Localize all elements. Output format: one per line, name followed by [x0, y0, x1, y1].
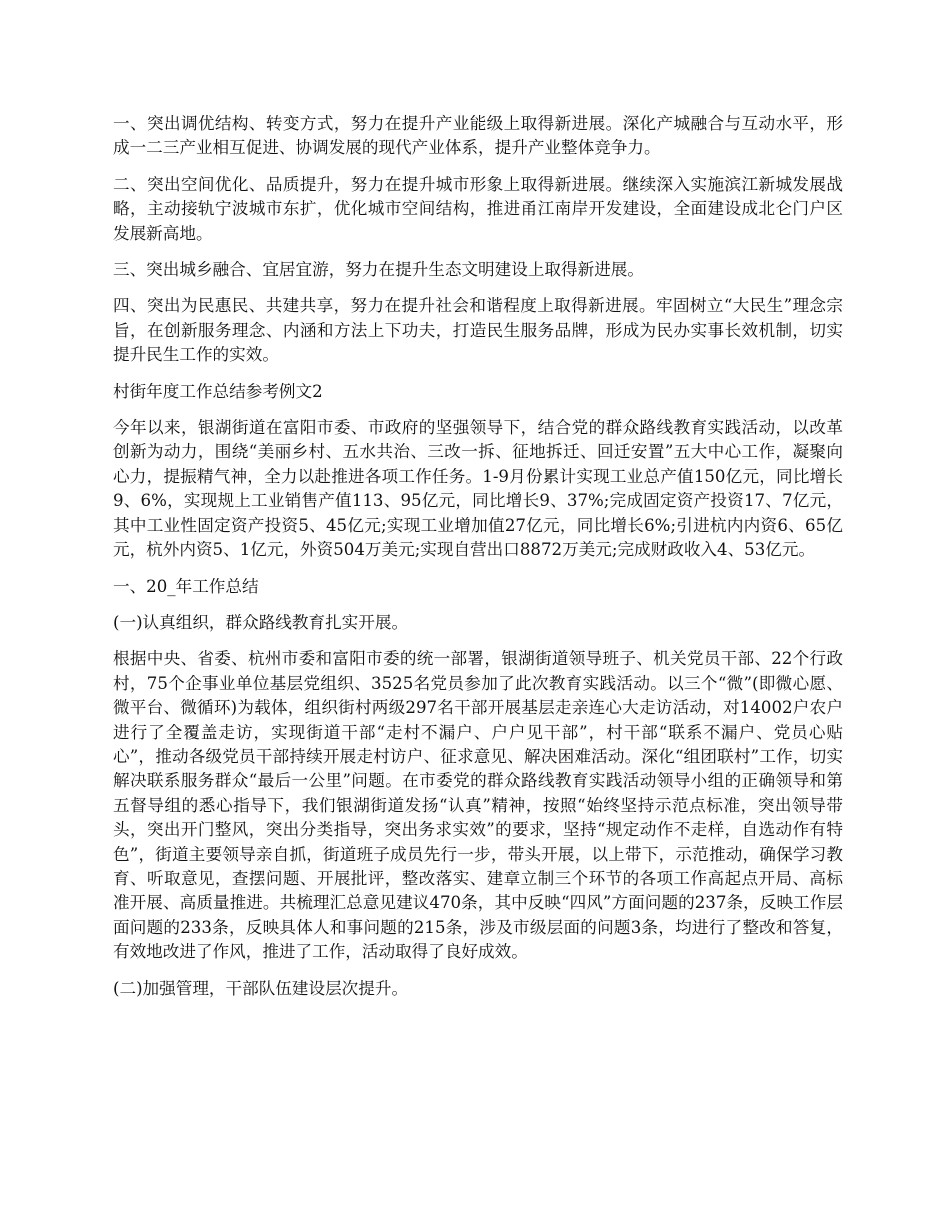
paragraph-goal-ecology: 三、突出城乡融合、宜居宜游，努力在提升生态文明建设上取得新进展。 — [113, 260, 644, 280]
document-body — [113, 112, 843, 1013]
heading-work-summary: 一、20_年工作总结 — [113, 576, 259, 596]
paragraph-goal-livelihood: 四、突出为民惠民、共建共享，努力在提升社会和谐程度上取得新进展。牢固树立“大民生”理念宗旨，在创新服务理念、内涵和方法上下功夫，打造民生服务品牌，形成为民办实事长效机制，切实提升民生工作的实效。 — [113, 296, 843, 365]
paragraph-goal-urban: 二、突出空间优化、品质提升，努力在提升城市形象上取得新进展。继续深入实施滨江新城发展战略，主动接轨宁波城市东扩，优化城市空间结构，推进甬江南岸开发建设，全面建设成北仑门户区发展新高地。 — [113, 174, 843, 243]
section-title: 村街年度工作总结参考例文2 — [113, 381, 323, 401]
subheading-management: (二)加强管理，干部队伍建设层次提升。 — [113, 978, 409, 998]
paragraph-overview: 今年以来，银湖街道在富阳市委、市政府的坚强领导下，结合党的群众路线教育实践活动，以改革创新为动力，围绕“美丽乡村、五水共治、三改一拆、征地拆迁、回迁安置”五大中心工作，凝聚向心力，提振精气神，全力以赴推进各项工作任务。1-9月份累计实现工业总产值150亿元，同比增长9、6%，实现规上工业销售产值113、95亿元，同比增长9、37%;完成固定资产投资17、7亿元，其中工业性固定资产投资5、45亿元;实现工业增加值27亿元，同比增长6%;引进杭内内资6、65亿元，杭外内资5、1亿元，外资504万美元;实现自营出口8872万美元;完成财政收入4、53亿元。 — [113, 418, 843, 560]
paragraph-goal-industry: 一、突出调优结构、转变方式，努力在提升产业能级上取得新进展。深化产城融合与互动水平，形成一二三产业相互促进、协调发展的现代产业体系，提升产业整体竞争力。 — [113, 114, 843, 158]
paragraph-education-campaign: 根据中央、省委、杭州市委和富阳市委的统一部署，银湖街道领导班子、机关党员干部、22个行政村，75个企事业单位基层党组织、3525名党员参加了此次教育实践活动。以三个“微”(即微心愿、微平台、微循环)为载体，组织街村两级297名干部开展基层走亲连心大走访活动，对14002户农户进行了全覆盖走访，实现街道干部“走村不漏户、户户见干部”，村干部“联系不漏户、党员心贴心”，推动各级党员干部持续开展走村访户、征求意见、解决困难活动。深化“组团联村”工作，切实解决联系服务群众“最后一公里”问题。在市委党的群众路线教育实践活动领导小组的正确领导和第五督导组的悉心指导下，我们银湖街道发扬“认真”精神，按照“始终坚持示范点标准，突出领导带头，突出开门整风，突出分类指导，突出务求实效”的要求，坚持“规定动作不走样，自选动作有特色”，街道主要领导亲自抓，街道班子成员先行一步，带头开展，以上带下，示范推动，确保学习教育、听取意见，查摆问题、开展批评，整改落实、建章立制三个环节的各项工作高起点开局、高标准开展、高质量推进。共梳理汇总意见建议470条，其中反映“四风”方面问题的237条，反映工作层面问题的233条，反映具体人和事问题的215条，涉及市级层面的问题3条，均进行了整改和答复，有效地改进了作风，推进了工作，活动取得了良好成效。 — [113, 649, 843, 962]
subheading-organization: (一)认真组织，群众路线教育扎实开展。 — [113, 612, 409, 632]
